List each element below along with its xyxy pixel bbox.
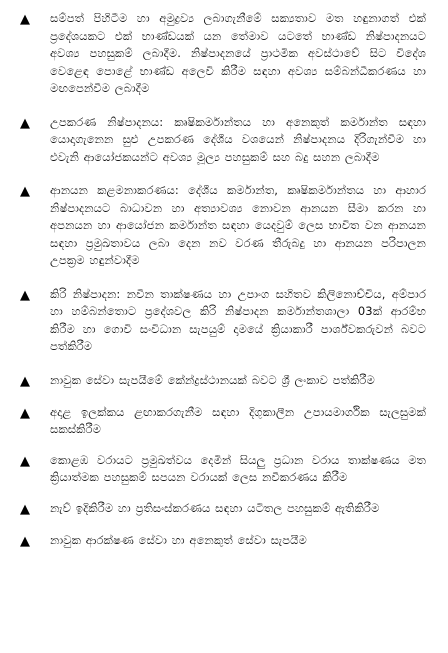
list-item-text: නාවුක සේවා සැපයීමේ කේන්ද්‍රස්ථානයක් බවට ශ්‍රී ලංකාව පත්කිරීම [50,372,375,387]
triangle-bullet-icon: ▲ [20,184,30,199]
triangle-bullet-icon: ▲ [20,501,30,517]
triangle-bullet-icon: ▲ [20,12,30,27]
list-item [20,404,426,439]
list-item [20,452,426,487]
triangle-bullet-icon: ▲ [20,533,30,549]
list-item [20,114,426,167]
list-item-text: ආනයන කළමනාකරණය: දේශීය කර්මාන්ත, කෘෂිකර්මාන්තය හා ආහාර නිෂ්පාදනයට බාධාවන හා අත්‍යාවශ්‍ය නොවන ආනයන සීමා කරන හා අපනයන හා ආයෝජන කර්මාන්ත සඳහා යෙදවුම් ලෙස භාවිත වන ආනයන සඳහා ප්‍රමුඛතාවය ලබා දෙන නව වරණ තීරුබදු හා ආනයන පරිපාලන උපක්‍රම හඳුන්වාදීම [50,183,426,267]
list-item [20,500,426,519]
list-item-text: නැව් ඉදිකිරීම හා ප්‍රතිසංස්කරණය සඳහා යටිතල පහසුකම් ඇතිකිරීම [50,500,380,515]
list-item [20,372,426,391]
triangle-bullet-icon: ▲ [20,287,30,303]
list-item [20,10,426,98]
list-item-text: කොළඹ වරායට ප්‍රමුඛත්වය දෙමින් සියලු ප්‍රධාන වරාය තාක්ෂණය මත ක්‍රියාත්මක පහසුකම් සපයන වරායක් ලෙස නවීකරණය කිරීම [50,452,426,484]
list-item-text: උපකරණ නිෂ්පාදනය: කෘෂිකර්මාන්තය හා අනෙකුත් කර්මාන්ත සඳහා යොදාගැනෙන සුළු උපකරණ දේශීය වශයෙන් නිෂ්පාදනය දිරිගැන්වීම හා එවැනි ආයෝජකයන්ට අවශ්‍ය මූල්‍ය පහසුකම් සහ බදු සහන ලබාදීම [50,114,426,164]
policy-bullet-list [20,10,426,551]
triangle-bullet-icon: ▲ [20,115,30,131]
list-item-text: නාවුක ආරක්ෂණ සේවා හා අනෙකුත් සේවා සැපයීම [50,532,307,547]
triangle-bullet-icon: ▲ [20,373,30,389]
list-item [20,182,426,270]
list-item-text: සම්පත් පිහිටීම හා අමුද්‍රව්‍ය ලබාගැනීමේ සක්‍යතාව මත හඳුනාගත් එක් ප්‍රදේශයකට එක් භාණ්ඩයක් යන තේමාව යටතේ භාණ්ඩ නිෂ්පාදනයට අවශ්‍ය පහසුකම් ලබාදීම. නිෂ්පාදනයේ ප්‍රාථමික අවස්ථාවේ සිට විදේශ වෙළෙඳ පොළේ භාණ්ඩ අලෙවි කිරීම සඳහා අවශ්‍ය සම්බන්ධීකරණය හා මඟපෙන්වීම ලබාදීම [50,11,426,95]
list-item-text: කිරි නිෂ්පාදන: නවීන තාක්ෂණය හා උපාංග සහිතව කිලිනොච්චිය, අම්පාර හා හම්බන්තොට ප්‍රදේශවල කිරි නිෂ්පාදන කර්මාන්තශාලා 03ක් ආරම්භ කිරීම හා ගොවි සංවිධාන සැපයුම් දාමයේ ක්‍රියාකාරී පාර්ශ්වකරුවන් බවට පත්කිරීම [50,286,426,353]
triangle-bullet-icon: ▲ [20,453,30,469]
list-item [20,532,426,551]
triangle-bullet-icon: ▲ [20,405,30,421]
list-item-text: අදාළ ඉලක්කය ළඟාකරගැනීම සඳහා දිගුකාලීන උපායමාර්ගික සැලසුමක් සකස්කිරීම [50,404,426,436]
list-item [20,286,426,356]
